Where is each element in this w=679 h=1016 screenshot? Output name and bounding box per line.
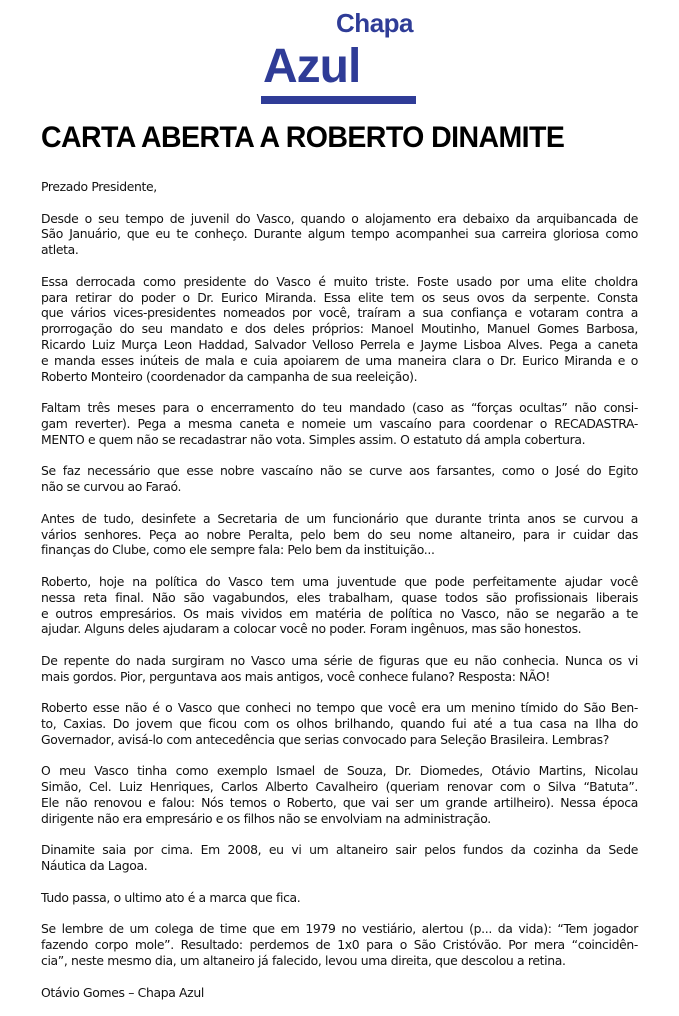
paragraph-line: gam reverter). Pega a mesma caneta e nomeie um vascaíno para coordenar o RECADASTRA- xyxy=(41,415,638,431)
paragraph-line: Náutica da Lagoa. xyxy=(41,858,148,874)
paragraph-line: Desde o seu tempo de juvenil do Vasco, quando o alojamento era debaixo da arquibancada de xyxy=(41,210,638,226)
paragraph-line: Essa derrocada como presidente do Vasco é muito triste. Foste usado por uma elite choldra xyxy=(41,273,638,289)
paragraph-line: ajudar. Alguns deles ajudaram a colocar você no poder. Foram ingênuos, mas são honestos. xyxy=(41,621,582,637)
greeting-line: Prezado Presidente, xyxy=(41,179,157,194)
letter-title: CARTA ABERTA A ROBERTO DINAMITE xyxy=(41,121,565,154)
paragraph-line: Roberto, hoje na política do Vasco tem uma juventude que pode perfeitamente ajudar você xyxy=(41,573,638,589)
paragraph xyxy=(41,653,638,685)
paragraph-line: Dinamite saia por cima. Em 2008, eu vi um altaneiro sair pelos fundos da cozinha da Sede xyxy=(41,842,638,858)
chapa-azul-logo xyxy=(259,8,417,104)
signature-line: Otávio Gomes – Chapa Azul xyxy=(41,984,204,1000)
paragraph xyxy=(41,700,638,747)
paragraph-line: Simão, Cel. Luiz Henriques, Carlos Alberto Cavalheiro (queriam renovar com o Silva “Batuta”. xyxy=(41,779,638,795)
paragraph-line: atleta. xyxy=(41,242,79,258)
paragraph xyxy=(41,921,638,968)
paragraph-line: Se faz necessário que esse nobre vascaíno não se curve aos farsantes, como o José do Egito xyxy=(41,463,638,479)
paragraph-line: Antes de tudo, desinfete a Secretaria de um funcionário que durante trinta anos se curvou a xyxy=(41,510,638,526)
paragraph xyxy=(41,763,638,826)
paragraph-line: fazendo corpo mole”. Resultado: perdemos de 1x0 para o São Cristóvão. Por mera “coincidên- xyxy=(41,937,638,953)
paragraph xyxy=(41,890,638,906)
logo-chapa-text: Chapa xyxy=(336,8,413,38)
paragraph-line: Se lembre de um colega de time que em 1979 no vestiário, alertou (p... da vida): “Tem jogador xyxy=(41,921,638,937)
paragraph-line: prorrogação do seu mandato e dos deles próprios: Manoel Moutinho, Manuel Gomes Barbosa, xyxy=(41,321,638,337)
signature xyxy=(41,985,638,1001)
paragraph-line: MENTO e quem não se recadastrar não vota. Simples assim. O estatuto dá ampla cobertura. xyxy=(41,431,586,447)
paragraph xyxy=(41,511,638,558)
paragraph-line: Governador, avisá-lo com antecedência que serias convocado para Seleção Brasileira. Lembras? xyxy=(41,731,609,747)
greeting xyxy=(41,179,638,195)
paragraph xyxy=(41,211,638,258)
paragraph-line: cia”, neste mesmo dia, um altaneiro já falecido, levou uma direita, que descolou a retina. xyxy=(41,953,566,969)
paragraph xyxy=(41,842,638,874)
paragraph-line: De repente do nada surgiram no Vasco uma série de figuras que eu não conhecia. Nunca os vi xyxy=(41,652,638,668)
paragraph-line: São Januário, que eu te conheço. Durante algum tempo acompanhei sua carreira gloriosa como xyxy=(41,226,638,242)
logo-bar xyxy=(261,96,416,104)
logo-azul-text: Azul xyxy=(263,40,361,93)
paragraph xyxy=(41,274,638,385)
paragraph-line: Roberto esse não é o Vasco que conheci no tempo que você era um menino tímido do São Ben- xyxy=(41,700,638,716)
paragraph-line: Roberto Monteiro (coordenador da campanha de sua reeleição). xyxy=(41,368,418,384)
paragraph-line: para retirar do poder o Dr. Eurico Miranda. Essa elite tem os seus ovos da serpente. Consta xyxy=(41,289,638,305)
paragraph xyxy=(41,574,638,637)
paragraph-line: e manda esses inúteis de mala e cuia apoiarem de uma maneira clara o Dr. Eurico Miranda e o xyxy=(41,352,638,368)
paragraph-line: finanças do Clube, como ele sempre fala: Pelo bem da instituição... xyxy=(41,542,435,558)
paragraph-line: to, Caxias. Do jovem que ficou com os olhos brilhando, quando fui até a tua casa na Ilha do xyxy=(41,716,638,732)
paragraph xyxy=(41,400,638,447)
paragraph-line: que vários vices-presidentes nomeados por você, traíram a sua confiança e votaram contra a xyxy=(41,305,638,321)
paragraph-line: Faltam três meses para o encerramento do teu mandado (caso as “forças ocultas” não consi- xyxy=(41,400,638,416)
paragraph-line: dirigente não era empresário e os filhos não se envolviam na administração. xyxy=(41,810,491,826)
paragraph-line: Ele não renovou e falou: Nós temos o Roberto, que vai ser um grande artilheiro). Nessa época xyxy=(41,795,638,811)
letter-body xyxy=(41,179,638,1016)
paragraph-line: não se curvou ao Faraó. xyxy=(41,479,182,495)
paragraphs xyxy=(41,211,638,969)
paragraph-line: vários senhores. Peça ao nobre Peralta, pelo bem do seu nome altaneiro, para ir cuidar das xyxy=(41,526,638,542)
paragraph-line: mais gordos. Pior, perguntava aos mais antigos, você conhece fulano? Resposta: NÃO! xyxy=(41,668,551,684)
paragraph-line: Ricardo Luiz Murça Leon Haddad, Salvador Velloso Perrela e Jayme Lisboa Alves. Pega a caneta xyxy=(41,336,638,352)
paragraph-line: nessa reta final. Não são vagabundos, eles trabalham, quase todos são profissionais liberais xyxy=(41,589,638,605)
paragraph-line: O meu Vasco tinha como exemplo Ismael de Souza, Dr. Diomedes, Otávio Martins, Nicolau xyxy=(41,763,638,779)
paragraph xyxy=(41,463,638,495)
paragraph-line: e outros empresários. Os mais vividos em matéria de política no Vasco, não se negarão a te xyxy=(41,605,638,621)
paragraph-line: Tudo passa, o ultimo ato é a marca que fica. xyxy=(41,889,301,905)
